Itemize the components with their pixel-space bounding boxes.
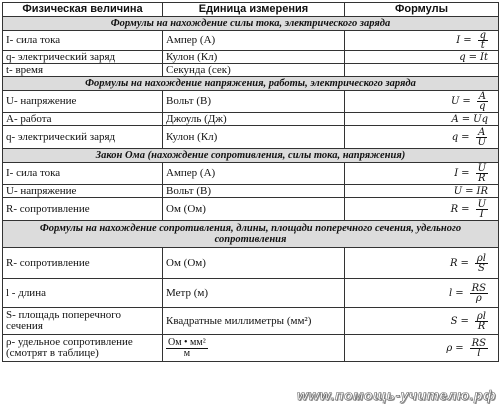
- table-row: [3, 163, 499, 185]
- formula-cell: [345, 335, 499, 362]
- formula-lhs: q: [452, 132, 458, 143]
- formula-numerator: A: [476, 128, 487, 138]
- formula: [456, 31, 488, 50]
- formula-lhs: q: [459, 52, 465, 63]
- table-row: [3, 308, 499, 335]
- formula-lhs: A: [452, 114, 459, 125]
- unit-cell: Ампер (А): [163, 31, 345, 51]
- formula: [451, 312, 488, 331]
- quantity-cell: ρ- удельное сопротивление (смотрят в таблице): [3, 335, 163, 362]
- table-body: [3, 17, 499, 362]
- section-header-row: [3, 149, 499, 163]
- quantity-cell: R- сопротивление: [3, 198, 163, 221]
- physics-formulas-table: [2, 2, 499, 362]
- quantity-cell: R- сопротивление: [3, 248, 163, 279]
- table-row: [3, 335, 499, 362]
- quantity-cell: A- работа: [3, 113, 163, 126]
- table-row: [3, 64, 499, 77]
- formula-fraction: [477, 92, 488, 111]
- table-row: [3, 113, 499, 126]
- table-row: [3, 51, 499, 64]
- formula: [454, 164, 488, 183]
- unit-cell: Вольт (В): [163, 91, 345, 113]
- formula-denominator: q: [477, 102, 487, 111]
- unit-cell: Метр (м): [163, 279, 345, 308]
- formula-cell: [345, 308, 499, 335]
- unit-cell: Ом (Ом): [163, 198, 345, 221]
- formula-lhs: U: [454, 186, 462, 197]
- formula-numerator: ρl: [475, 312, 488, 322]
- unit-cell: Вольт (В): [163, 185, 345, 198]
- table-row: [3, 198, 499, 221]
- quantity-cell: S- площадь поперечного сечения: [3, 308, 163, 335]
- formula: [450, 254, 488, 273]
- formula-cell: [345, 279, 499, 308]
- header-quantity: Физическая величина: [3, 3, 163, 17]
- table-header-row: [3, 3, 499, 17]
- formula-numerator: A: [477, 92, 488, 102]
- formula-numerator: U: [476, 164, 488, 174]
- section-header-row: [3, 17, 499, 31]
- formula-fraction: [475, 254, 488, 273]
- formula-cell: [345, 31, 499, 51]
- formula-cell: [345, 91, 499, 113]
- formula: [451, 200, 488, 219]
- formula-fraction: [476, 128, 488, 147]
- formula-lhs: l: [449, 288, 452, 299]
- formula: [454, 186, 488, 197]
- formula-cell: [345, 248, 499, 279]
- formula-fraction: [476, 164, 488, 183]
- formula-lhs: S: [451, 316, 458, 327]
- formula-cell: [345, 64, 499, 77]
- formula: [449, 284, 488, 303]
- table-row: [3, 248, 499, 279]
- equals-sign: =: [469, 52, 477, 63]
- formula-denominator: S: [476, 264, 487, 273]
- formula-numerator: U: [476, 200, 488, 210]
- table-row: [3, 126, 499, 149]
- unit-cell: Ампер (А): [163, 163, 345, 185]
- formula-cell: [345, 185, 499, 198]
- formula-denominator: R: [476, 322, 488, 331]
- formula-rhs: Uq: [473, 114, 488, 125]
- formula-lhs: U: [451, 96, 459, 107]
- quantity-cell: q- электрический заряд: [3, 51, 163, 64]
- unit-cell: [163, 335, 345, 362]
- unit-cell: Секунда (сек): [163, 64, 345, 77]
- equals-sign: =: [462, 114, 470, 125]
- section-header-row: [3, 221, 499, 248]
- formula-cell: [345, 126, 499, 149]
- header-formulas: Формулы: [345, 3, 499, 17]
- table-row: [3, 31, 499, 51]
- equals-sign: =: [463, 35, 471, 46]
- unit-cell: Кулон (Кл): [163, 51, 345, 64]
- section-header-row: [3, 77, 499, 91]
- formula-cell: [345, 51, 499, 64]
- unit-denominator: м: [184, 349, 190, 359]
- equals-sign: =: [461, 168, 469, 179]
- unit-numerator: Ом • мм²: [166, 338, 208, 349]
- quantity-cell: U- напряжение: [3, 185, 163, 198]
- formula-denominator: I: [478, 210, 486, 219]
- equals-sign: =: [455, 343, 463, 354]
- section-title: Формулы на нахождение силы тока, электрического заряда: [3, 17, 499, 31]
- formula-numerator: q: [478, 31, 488, 41]
- formula-denominator: t: [479, 41, 487, 50]
- quantity-cell: l - длина: [3, 279, 163, 308]
- formula-lhs: R: [450, 258, 458, 269]
- header-unit: Единица измерения: [163, 3, 345, 17]
- unit-cell: Джоуль (Дж): [163, 113, 345, 126]
- formula: [459, 52, 488, 63]
- formula-denominator: R: [476, 174, 488, 183]
- unit-cell: Кулон (Кл): [163, 126, 345, 149]
- section-title: Закон Ома (нахождение сопротивления, силы тока, напряжения): [3, 149, 499, 163]
- unit-cell: Ом (Ом): [163, 248, 345, 279]
- formula-cell: [345, 113, 499, 126]
- equals-sign: =: [462, 96, 470, 107]
- formula-denominator: U: [476, 138, 488, 147]
- formula: [452, 128, 488, 147]
- formula-denominator: l: [475, 349, 482, 358]
- equals-sign: =: [461, 258, 469, 269]
- formula-fraction: [476, 200, 488, 219]
- formula-numerator: RS: [470, 284, 488, 294]
- quantity-cell: q- электрический заряд: [3, 126, 163, 149]
- formula-cell: [345, 198, 499, 221]
- formula-fraction: [478, 31, 488, 50]
- equals-sign: =: [465, 186, 473, 197]
- formula: [451, 92, 488, 111]
- equals-sign: =: [461, 316, 469, 327]
- formula-rhs: It: [480, 52, 488, 63]
- formula: [446, 339, 488, 358]
- quantity-cell: I- сила тока: [3, 31, 163, 51]
- section-title: Формулы на нахождение сопротивления, длины, площади поперечного сечения, удельного сопротивления: [3, 221, 499, 248]
- watermark: www.помощь-учителю.рф: [297, 387, 496, 403]
- equals-sign: =: [461, 132, 469, 143]
- quantity-cell: U- напряжение: [3, 91, 163, 113]
- formula-fraction: [470, 284, 488, 303]
- table-row: [3, 185, 499, 198]
- formula-lhs: I: [456, 35, 460, 46]
- formula-lhs: ρ: [446, 343, 452, 354]
- formula-lhs: R: [451, 204, 459, 215]
- formula-fraction: [470, 339, 488, 358]
- table-row: [3, 91, 499, 113]
- unit-cell: Квадратные миллиметры (мм²): [163, 308, 345, 335]
- unit-fraction: [166, 338, 208, 359]
- formula-numerator: ρl: [475, 254, 488, 264]
- quantity-cell: I- сила тока: [3, 163, 163, 185]
- formula-lhs: I: [454, 168, 458, 179]
- formula-cell: [345, 163, 499, 185]
- table-row: [3, 279, 499, 308]
- quantity-cell: t- время: [3, 64, 163, 77]
- formula-denominator: ρ: [474, 294, 484, 303]
- formula-fraction: [475, 312, 488, 331]
- formula-numerator: RS: [470, 339, 488, 349]
- formula-rhs: IR: [477, 186, 488, 197]
- equals-sign: =: [455, 288, 463, 299]
- equals-sign: =: [461, 204, 469, 215]
- formula: [452, 114, 488, 125]
- section-title: Формулы на нахождение напряжения, работы, электрического заряда: [3, 77, 499, 91]
